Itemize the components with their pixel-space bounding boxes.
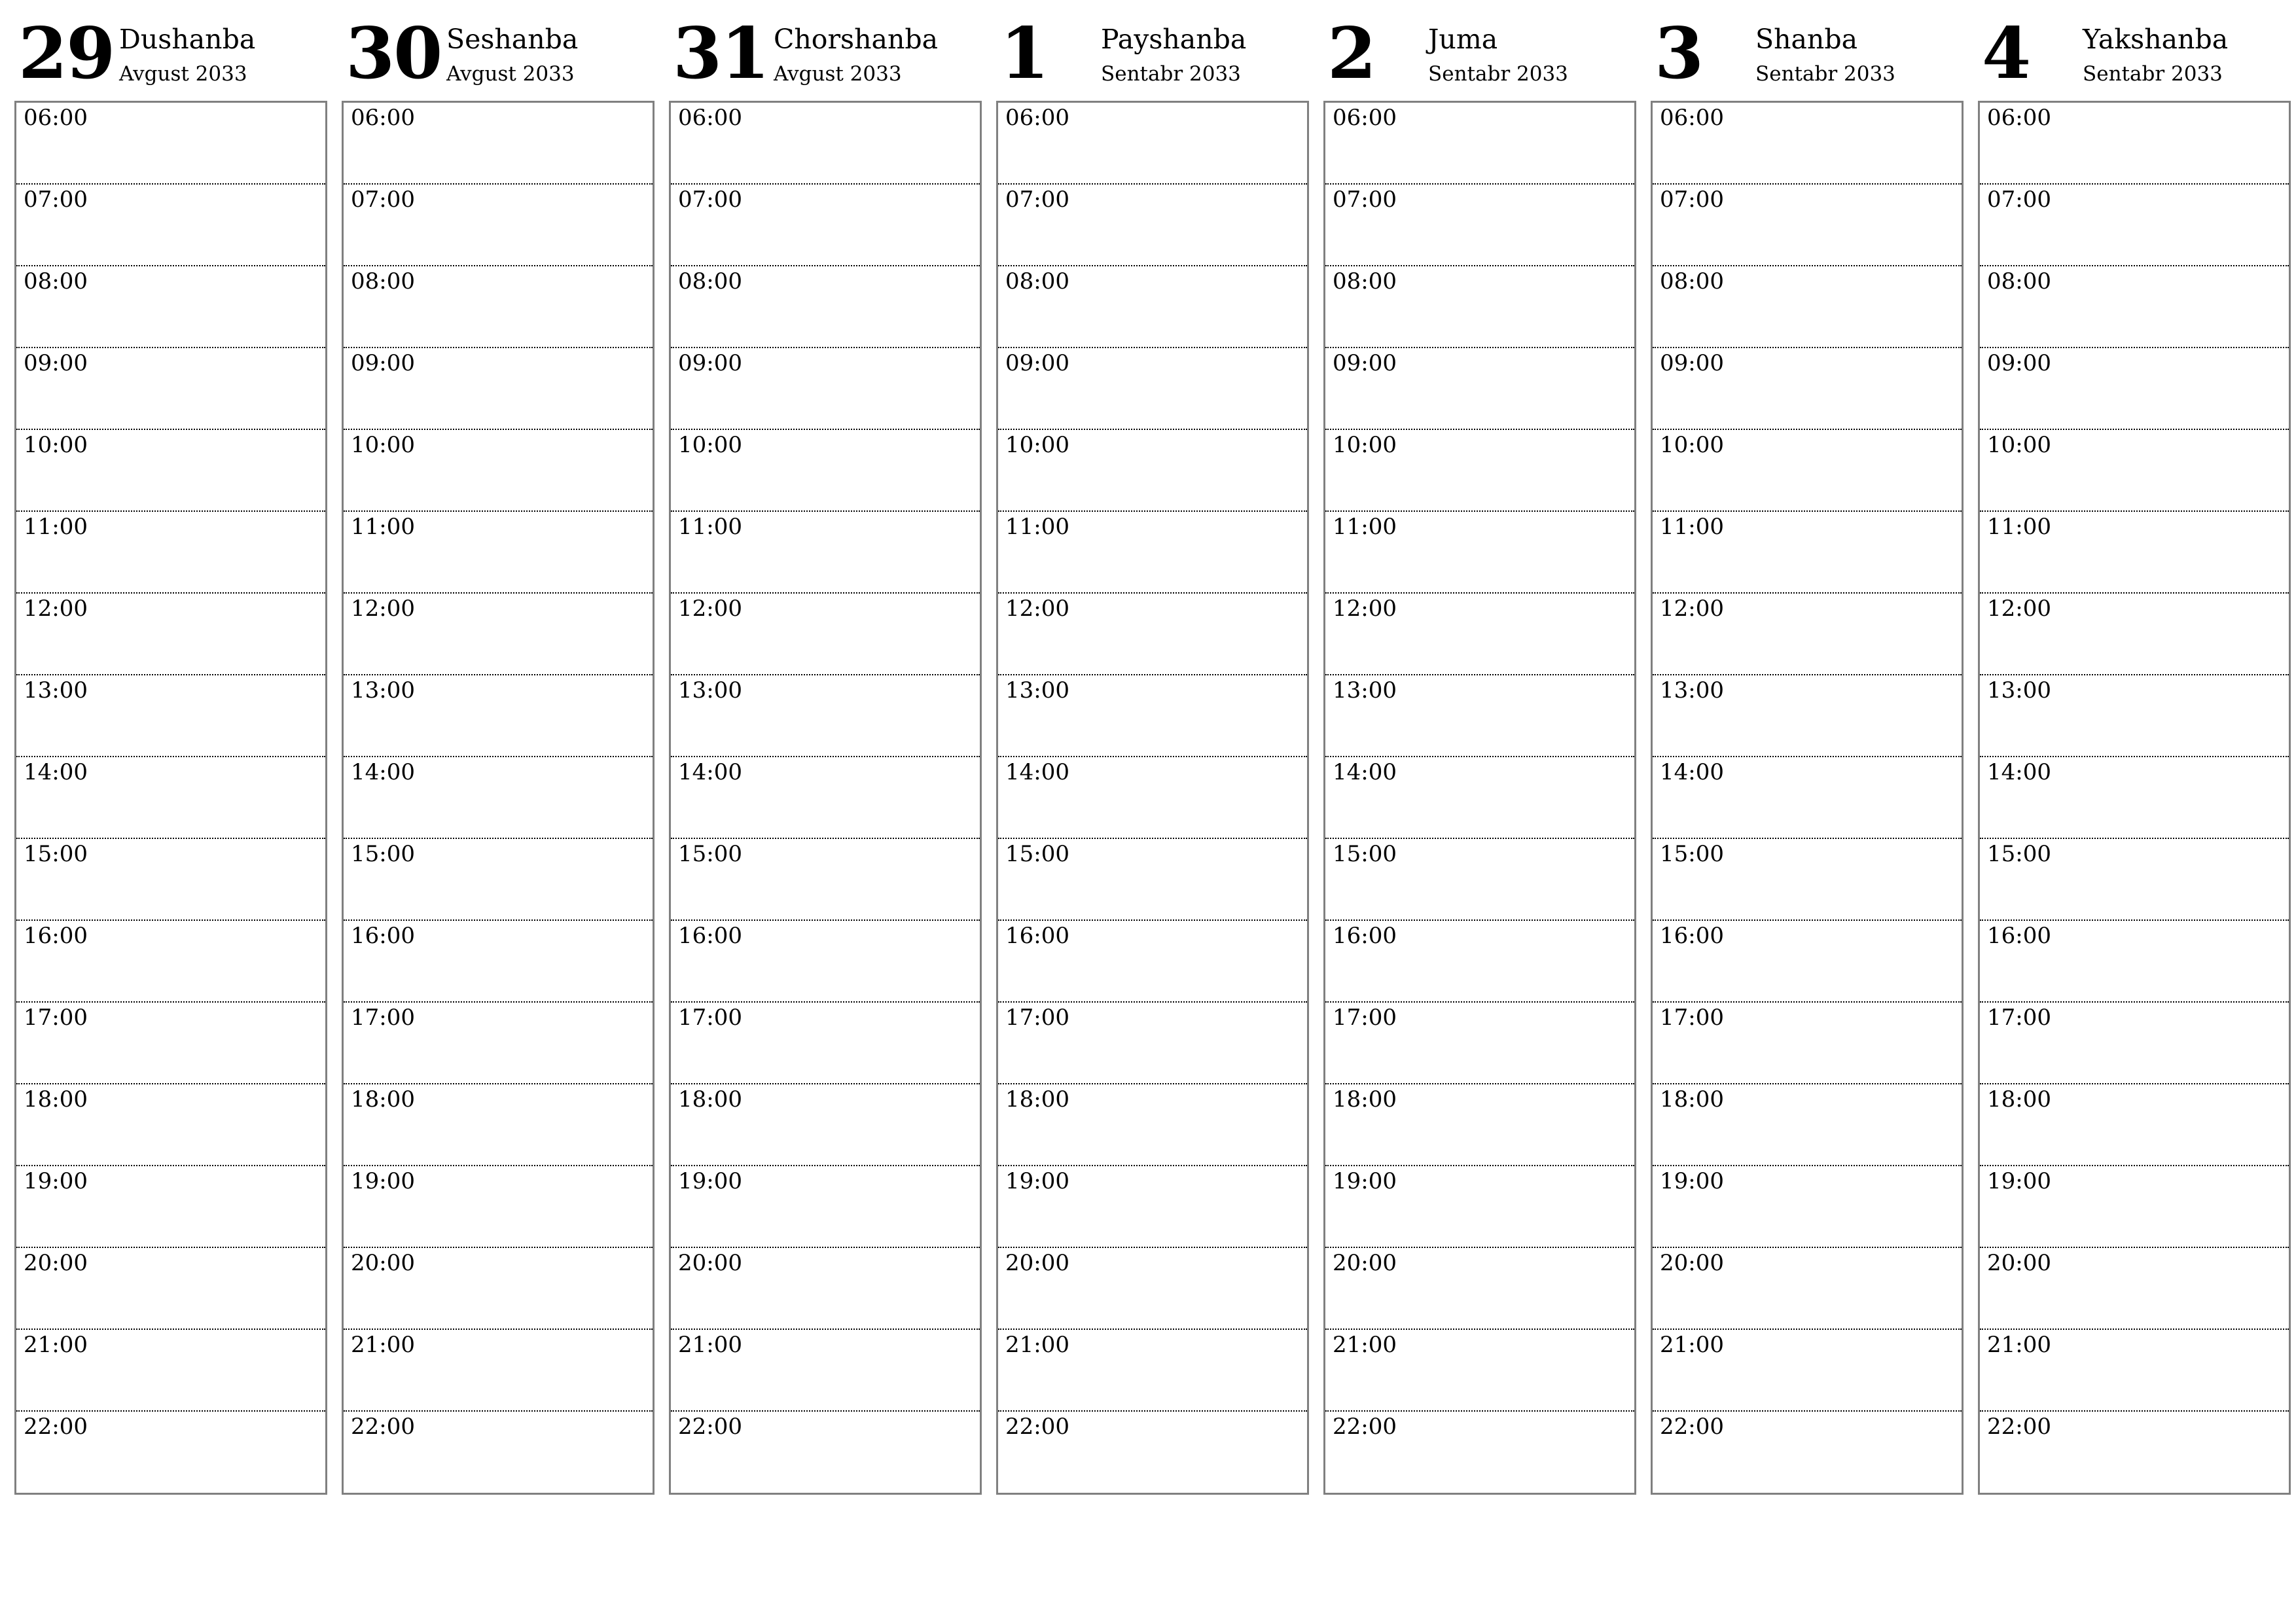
time-slot[interactable]: [671, 1084, 980, 1166]
time-label: 09:00: [1005, 350, 1069, 376]
time-label: 10:00: [351, 432, 415, 458]
day-number: 30: [346, 12, 442, 95]
time-label: 18:00: [1660, 1086, 1724, 1113]
time-slot[interactable]: [1980, 757, 2289, 839]
time-slot[interactable]: [671, 1248, 980, 1330]
day-number: 31: [673, 12, 769, 95]
time-slot[interactable]: [1325, 348, 1634, 430]
time-slot[interactable]: [1325, 1003, 1634, 1084]
time-slot[interactable]: [344, 1330, 653, 1412]
time-label: 06:00: [1005, 105, 1069, 131]
time-label: 15:00: [1333, 841, 1397, 867]
time-label: 19:00: [351, 1168, 415, 1194]
time-slot[interactable]: [1653, 1248, 1962, 1330]
day-column: [14, 0, 327, 1495]
time-slot[interactable]: [16, 594, 325, 675]
time-slot[interactable]: [1325, 1248, 1634, 1330]
time-label: 07:00: [24, 187, 88, 213]
time-label: 12:00: [678, 596, 742, 622]
time-label: 12:00: [1987, 596, 2051, 622]
time-slot[interactable]: [998, 266, 1307, 348]
time-slot[interactable]: [16, 1248, 325, 1330]
month-year: Sentabr 2033: [2083, 62, 2223, 86]
time-slot[interactable]: [1980, 266, 2289, 348]
time-slot[interactable]: [1325, 839, 1634, 921]
time-label: 21:00: [24, 1332, 88, 1358]
time-slot[interactable]: [1325, 594, 1634, 675]
time-label: 21:00: [1987, 1332, 2051, 1358]
time-slot[interactable]: [1980, 512, 2289, 594]
day-header: [1978, 0, 2291, 101]
time-slot[interactable]: [1980, 103, 2289, 185]
day-schedule-box: [14, 101, 327, 1495]
time-label: 08:00: [1333, 268, 1397, 294]
time-label: 19:00: [24, 1168, 88, 1194]
time-slot[interactable]: [1653, 348, 1962, 430]
time-label: 16:00: [351, 923, 415, 949]
time-label: 13:00: [351, 677, 415, 704]
time-label: 22:00: [1333, 1414, 1397, 1440]
time-slot[interactable]: [16, 1330, 325, 1412]
time-label: 13:00: [24, 677, 88, 704]
time-slot[interactable]: [1980, 1412, 2289, 1493]
time-slot[interactable]: [1980, 921, 2289, 1003]
time-slot[interactable]: [998, 921, 1307, 1003]
time-slot[interactable]: [671, 348, 980, 430]
time-label: 07:00: [678, 187, 742, 213]
time-label: 06:00: [1333, 105, 1397, 131]
time-label: 08:00: [678, 268, 742, 294]
weekday-name: Yakshanba: [2083, 24, 2229, 55]
time-label: 22:00: [1005, 1414, 1069, 1440]
time-slot[interactable]: [16, 757, 325, 839]
time-label: 13:00: [1005, 677, 1069, 704]
weekday-name: Shanba: [1755, 24, 1858, 55]
time-label: 13:00: [1660, 677, 1724, 704]
time-slot[interactable]: [671, 839, 980, 921]
time-slot[interactable]: [998, 103, 1307, 185]
day-number: 3: [1655, 12, 1703, 95]
time-label: 18:00: [678, 1086, 742, 1113]
time-label: 15:00: [351, 841, 415, 867]
time-slot[interactable]: [1653, 1330, 1962, 1412]
time-label: 19:00: [1987, 1168, 2051, 1194]
time-label: 14:00: [678, 759, 742, 785]
time-slot[interactable]: [1653, 1166, 1962, 1248]
time-slot[interactable]: [1325, 1166, 1634, 1248]
time-label: 10:00: [678, 432, 742, 458]
day-header: [669, 0, 982, 101]
time-label: 16:00: [1987, 923, 2051, 949]
time-label: 06:00: [24, 105, 88, 131]
time-slot[interactable]: [671, 594, 980, 675]
time-label: 06:00: [1660, 105, 1724, 131]
time-label: 06:00: [1987, 105, 2051, 131]
time-slot[interactable]: [1325, 266, 1634, 348]
time-label: 11:00: [1333, 514, 1397, 540]
time-slot[interactable]: [671, 103, 980, 185]
time-slot[interactable]: [998, 594, 1307, 675]
time-slot[interactable]: [998, 1084, 1307, 1166]
time-label: 07:00: [1987, 187, 2051, 213]
time-label: 20:00: [678, 1250, 742, 1276]
time-label: 19:00: [1005, 1168, 1069, 1194]
time-label: 18:00: [351, 1086, 415, 1113]
time-label: 21:00: [1333, 1332, 1397, 1358]
time-label: 09:00: [1333, 350, 1397, 376]
time-slot[interactable]: [344, 185, 653, 266]
time-slot[interactable]: [344, 266, 653, 348]
time-label: 20:00: [1660, 1250, 1724, 1276]
time-label: 17:00: [24, 1005, 88, 1031]
time-label: 17:00: [1987, 1005, 2051, 1031]
day-number: 2: [1327, 12, 1376, 95]
time-label: 09:00: [24, 350, 88, 376]
day-schedule-box: [1323, 101, 1636, 1495]
time-label: 07:00: [1005, 187, 1069, 213]
month-year: Avgust 2033: [446, 62, 575, 86]
time-slot[interactable]: [671, 185, 980, 266]
time-slot[interactable]: [998, 512, 1307, 594]
time-label: 16:00: [24, 923, 88, 949]
time-slot[interactable]: [16, 1003, 325, 1084]
time-label: 10:00: [24, 432, 88, 458]
time-slot[interactable]: [671, 266, 980, 348]
time-slot[interactable]: [344, 103, 653, 185]
time-slot[interactable]: [671, 757, 980, 839]
time-slot[interactable]: [671, 1330, 980, 1412]
time-slot[interactable]: [1653, 266, 1962, 348]
time-label: 11:00: [351, 514, 415, 540]
time-slot[interactable]: [16, 430, 325, 512]
time-label: 22:00: [1660, 1414, 1724, 1440]
time-slot[interactable]: [16, 185, 325, 266]
time-slot[interactable]: [671, 1003, 980, 1084]
time-label: 19:00: [1660, 1168, 1724, 1194]
month-year: Avgust 2033: [119, 62, 247, 86]
time-slot[interactable]: [344, 430, 653, 512]
time-label: 11:00: [1005, 514, 1069, 540]
time-label: 20:00: [351, 1250, 415, 1276]
time-label: 14:00: [1333, 759, 1397, 785]
time-slot[interactable]: [16, 512, 325, 594]
time-slot[interactable]: [1653, 839, 1962, 921]
time-label: 13:00: [1987, 677, 2051, 704]
day-header: [1323, 0, 1636, 101]
weekday-name: Dushanba: [119, 24, 256, 55]
time-label: 18:00: [24, 1086, 88, 1113]
time-label: 08:00: [1660, 268, 1724, 294]
time-label: 22:00: [678, 1414, 742, 1440]
time-label: 13:00: [678, 677, 742, 704]
time-slot[interactable]: [1980, 1166, 2289, 1248]
time-label: 17:00: [1005, 1005, 1069, 1031]
time-slot[interactable]: [344, 1166, 653, 1248]
time-label: 21:00: [1005, 1332, 1069, 1358]
time-label: 22:00: [351, 1414, 415, 1440]
time-slot[interactable]: [16, 675, 325, 757]
time-slot[interactable]: [16, 1084, 325, 1166]
time-label: 21:00: [351, 1332, 415, 1358]
time-label: 10:00: [1987, 432, 2051, 458]
time-slot[interactable]: [1653, 512, 1962, 594]
time-label: 11:00: [678, 514, 742, 540]
time-label: 15:00: [1005, 841, 1069, 867]
time-slot[interactable]: [998, 185, 1307, 266]
time-slot[interactable]: [1325, 675, 1634, 757]
time-slot[interactable]: [16, 1166, 325, 1248]
time-label: 14:00: [351, 759, 415, 785]
day-schedule-box: [342, 101, 655, 1495]
time-slot[interactable]: [1653, 1084, 1962, 1166]
time-slot[interactable]: [998, 348, 1307, 430]
time-slot[interactable]: [1980, 1003, 2289, 1084]
time-label: 18:00: [1987, 1086, 2051, 1113]
time-label: 20:00: [24, 1250, 88, 1276]
time-label: 14:00: [1005, 759, 1069, 785]
time-label: 10:00: [1333, 432, 1397, 458]
month-year: Sentabr 2033: [1428, 62, 1568, 86]
time-label: 14:00: [1660, 759, 1724, 785]
time-label: 06:00: [678, 105, 742, 131]
time-label: 21:00: [1660, 1332, 1724, 1358]
time-slot[interactable]: [1980, 348, 2289, 430]
time-slot[interactable]: [1325, 512, 1634, 594]
day-number: 29: [18, 12, 115, 95]
time-label: 11:00: [1660, 514, 1724, 540]
time-slot[interactable]: [344, 1412, 653, 1493]
time-slot[interactable]: [16, 348, 325, 430]
time-label: 18:00: [1333, 1086, 1397, 1113]
day-header: [996, 0, 1309, 101]
time-label: 09:00: [351, 350, 415, 376]
time-slot[interactable]: [1980, 1084, 2289, 1166]
time-label: 15:00: [678, 841, 742, 867]
time-slot[interactable]: [1325, 757, 1634, 839]
day-column: [1651, 0, 1964, 1495]
time-slot[interactable]: [1653, 103, 1962, 185]
time-slot[interactable]: [344, 757, 653, 839]
time-label: 19:00: [1333, 1168, 1397, 1194]
day-column: [342, 0, 655, 1495]
time-label: 07:00: [1333, 187, 1397, 213]
time-label: 10:00: [1005, 432, 1069, 458]
time-slot[interactable]: [16, 921, 325, 1003]
time-slot[interactable]: [1653, 757, 1962, 839]
weekday-name: Juma: [1428, 24, 1498, 55]
time-label: 18:00: [1005, 1086, 1069, 1113]
day-column: [996, 0, 1309, 1495]
time-label: 17:00: [1333, 1005, 1397, 1031]
time-slot[interactable]: [344, 512, 653, 594]
day-column: [1323, 0, 1636, 1495]
time-label: 16:00: [1660, 923, 1724, 949]
time-label: 12:00: [1333, 596, 1397, 622]
time-label: 08:00: [1005, 268, 1069, 294]
time-label: 06:00: [351, 105, 415, 131]
time-label: 16:00: [1333, 923, 1397, 949]
time-label: 15:00: [24, 841, 88, 867]
time-slot[interactable]: [671, 675, 980, 757]
time-label: 20:00: [1005, 1250, 1069, 1276]
day-column: [669, 0, 982, 1495]
time-label: 12:00: [351, 596, 415, 622]
time-label: 20:00: [1987, 1250, 2051, 1276]
time-slot[interactable]: [1653, 594, 1962, 675]
time-slot[interactable]: [1653, 430, 1962, 512]
weekday-name: Seshanba: [446, 24, 579, 55]
time-slot[interactable]: [1980, 839, 2289, 921]
day-schedule-box: [1651, 101, 1964, 1495]
month-year: Sentabr 2033: [1101, 62, 1241, 86]
time-label: 12:00: [24, 596, 88, 622]
time-label: 16:00: [678, 923, 742, 949]
time-label: 12:00: [1005, 596, 1069, 622]
time-slot[interactable]: [998, 839, 1307, 921]
time-label: 17:00: [678, 1005, 742, 1031]
time-slot[interactable]: [1325, 1412, 1634, 1493]
time-slot[interactable]: [1980, 1330, 2289, 1412]
time-slot[interactable]: [1980, 1248, 2289, 1330]
time-label: 22:00: [1987, 1414, 2051, 1440]
time-slot[interactable]: [344, 921, 653, 1003]
time-label: 17:00: [1660, 1005, 1724, 1031]
time-slot[interactable]: [998, 675, 1307, 757]
time-label: 14:00: [24, 759, 88, 785]
time-label: 12:00: [1660, 596, 1724, 622]
day-header: [342, 0, 655, 101]
time-slot[interactable]: [16, 839, 325, 921]
time-slot[interactable]: [344, 675, 653, 757]
time-label: 22:00: [24, 1414, 88, 1440]
time-slot[interactable]: [344, 1084, 653, 1166]
time-slot[interactable]: [671, 921, 980, 1003]
day-header: [1651, 0, 1964, 101]
weekday-name: Payshanba: [1101, 24, 1247, 55]
time-label: 14:00: [1987, 759, 2051, 785]
time-slot[interactable]: [1325, 1330, 1634, 1412]
time-label: 15:00: [1987, 841, 2051, 867]
time-label: 09:00: [1987, 350, 2051, 376]
day-schedule-box: [669, 101, 982, 1495]
time-label: 19:00: [678, 1168, 742, 1194]
time-slot[interactable]: [1653, 675, 1962, 757]
time-label: 20:00: [1333, 1250, 1397, 1276]
time-slot[interactable]: [1980, 430, 2289, 512]
time-label: 08:00: [351, 268, 415, 294]
time-label: 07:00: [351, 187, 415, 213]
time-label: 15:00: [1660, 841, 1724, 867]
time-slot[interactable]: [998, 757, 1307, 839]
weekday-name: Chorshanba: [774, 24, 939, 55]
time-slot[interactable]: [344, 348, 653, 430]
time-label: 09:00: [678, 350, 742, 376]
time-slot[interactable]: [344, 839, 653, 921]
time-slot[interactable]: [1653, 1412, 1962, 1493]
time-slot[interactable]: [344, 594, 653, 675]
time-label: 17:00: [351, 1005, 415, 1031]
time-label: 11:00: [1987, 514, 2051, 540]
time-label: 21:00: [678, 1332, 742, 1358]
time-slot[interactable]: [998, 1330, 1307, 1412]
month-year: Avgust 2033: [774, 62, 902, 86]
month-year: Sentabr 2033: [1755, 62, 1895, 86]
time-slot[interactable]: [1325, 103, 1634, 185]
time-slot[interactable]: [1980, 185, 2289, 266]
time-slot[interactable]: [998, 1166, 1307, 1248]
time-slot[interactable]: [671, 1166, 980, 1248]
time-slot[interactable]: [16, 266, 325, 348]
time-slot[interactable]: [998, 430, 1307, 512]
time-slot[interactable]: [1653, 1003, 1962, 1084]
time-label: 08:00: [24, 268, 88, 294]
time-slot[interactable]: [1325, 430, 1634, 512]
day-number: 4: [1982, 12, 2030, 95]
time-slot[interactable]: [671, 512, 980, 594]
time-slot[interactable]: [671, 1412, 980, 1493]
time-slot[interactable]: [671, 430, 980, 512]
time-label: 09:00: [1660, 350, 1724, 376]
time-slot[interactable]: [1325, 921, 1634, 1003]
day-header: [14, 0, 327, 101]
time-label: 10:00: [1660, 432, 1724, 458]
time-label: 08:00: [1987, 268, 2051, 294]
time-label: 11:00: [24, 514, 88, 540]
time-slot[interactable]: [998, 1412, 1307, 1493]
time-slot[interactable]: [1653, 185, 1962, 266]
time-slot[interactable]: [998, 1003, 1307, 1084]
time-slot[interactable]: [16, 103, 325, 185]
weekly-planner: [14, 0, 2291, 1495]
time-slot[interactable]: [1980, 675, 2289, 757]
time-label: 16:00: [1005, 923, 1069, 949]
time-label: 07:00: [1660, 187, 1724, 213]
time-slot[interactable]: [1325, 1084, 1634, 1166]
day-schedule-box: [996, 101, 1309, 1495]
day-column: [1978, 0, 2291, 1495]
time-slot[interactable]: [1980, 594, 2289, 675]
time-slot[interactable]: [16, 1412, 325, 1493]
time-slot[interactable]: [344, 1248, 653, 1330]
time-slot[interactable]: [1325, 185, 1634, 266]
time-slot[interactable]: [998, 1248, 1307, 1330]
day-number: 1: [1000, 12, 1049, 95]
time-slot[interactable]: [344, 1003, 653, 1084]
day-schedule-box: [1978, 101, 2291, 1495]
time-label: 13:00: [1333, 677, 1397, 704]
time-slot[interactable]: [1653, 921, 1962, 1003]
